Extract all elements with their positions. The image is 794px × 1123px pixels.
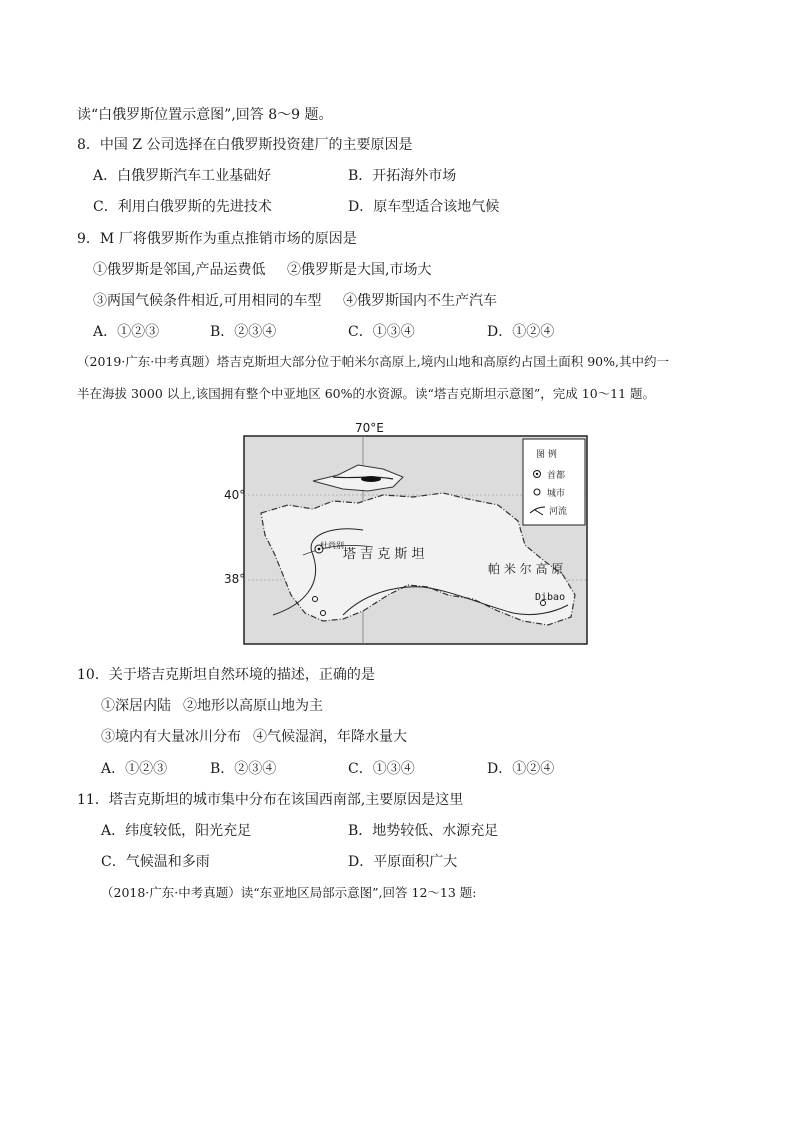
- q9-option-d: D．①②④: [487, 324, 555, 340]
- intro-q12-13: （2018·广东·中考真题）读“东亚地区局部示意图”,回答 12～13 题:: [101, 885, 477, 900]
- q8-stem: 8．中国 Z 公司选择在白俄罗斯投资建厂的主要原因是: [77, 137, 413, 153]
- q10-item-3: ③境内有大量冰川分布: [101, 729, 241, 745]
- q10-option-b: B．②③④: [210, 761, 277, 777]
- legend-city-icon: [534, 489, 540, 495]
- legend-city-text: 城市: [547, 489, 566, 499]
- q10-item-2: ②地形以高原山地为主: [183, 698, 323, 714]
- q10-item-1: ①深居内陆: [101, 698, 171, 714]
- map-lat-38: 38°: [224, 572, 246, 586]
- q10-option-c: C．①③④: [348, 761, 415, 777]
- q9-item-1: ①俄罗斯是邻国,产品运费低: [93, 262, 266, 278]
- tajikistan-map: [243, 421, 588, 645]
- map-graphic: [243, 435, 588, 645]
- q9-item-2: ②俄罗斯是大国,市场大: [287, 262, 432, 278]
- city-symbol-2: [321, 611, 326, 616]
- q10-option-d: D．①②④: [487, 761, 555, 777]
- reservoir: [361, 476, 381, 482]
- q9-item-3: ③两国气候条件相近,可用相同的车型: [93, 293, 322, 309]
- q11-option-c: C．气候温和多雨: [101, 854, 210, 870]
- map-country-label: 塔 吉 克 斯 坦: [343, 547, 425, 562]
- legend-title: 图 例: [536, 450, 557, 460]
- intro-q10-11-line1: （2019·广东·中考真题）塔吉克斯坦大部分位于帕米尔高原上,境内山地和高原约占国土面积 90%,其中约一: [77, 354, 669, 369]
- q10-item-4: ④气候湿润，年降水量大: [253, 729, 407, 745]
- q8-option-d: D．原车型适合该地气候: [348, 199, 500, 215]
- map-lon-label: 70°E: [355, 421, 384, 435]
- q8-option-a: A．白俄罗斯汽车工业基础好: [93, 168, 272, 184]
- q11-option-d: D．平原面积广大: [348, 854, 458, 870]
- q11-stem: 11．塔吉克斯坦的城市集中分布在该国西南部,主要原因是这里: [77, 792, 464, 808]
- q10-option-a: A．①②③: [101, 761, 168, 777]
- q9-stem: 9．M 厂将俄罗斯作为重点推销市场的原因是: [77, 231, 357, 247]
- q11-option-b: B．地势较低、水源充足: [348, 823, 499, 839]
- map-lat-40: 40°: [224, 488, 246, 502]
- intro-q8-9: 读“白俄罗斯位置示意图”,回答 8～9 题。: [77, 107, 333, 123]
- legend-river-text: 河流: [549, 507, 568, 517]
- q9-item-4: ④俄罗斯国内不生产汽车: [343, 293, 497, 309]
- q9-option-a: A．①②③: [93, 324, 160, 340]
- map-capital-label: 杜尚别: [320, 541, 344, 550]
- q8-option-b: B．开拓海外市场: [348, 168, 457, 184]
- q8-option-c: C．利用白俄罗斯的先进技术: [93, 199, 272, 215]
- map-city-label: Dibao: [535, 592, 566, 603]
- q11-option-a: A．纬度较低，阳光充足: [101, 823, 252, 839]
- q9-option-c: C．①③④: [348, 324, 415, 340]
- q10-stem: 10．关于塔吉克斯坦自然环境的描述，正确的是: [77, 667, 375, 683]
- city-symbol-1: [313, 597, 318, 602]
- map-plateau-label: 帕 米 尔 高 原: [488, 562, 564, 576]
- intro-q10-11-line2: 半在海拔 3000 以上,该国拥有整个中亚地区 60%的水资源。读“塔吉克斯坦示意图”，完成 10～11 题。: [77, 386, 656, 401]
- legend-capital-text: 首都: [547, 471, 566, 481]
- q9-option-b: B．②③④: [210, 324, 277, 340]
